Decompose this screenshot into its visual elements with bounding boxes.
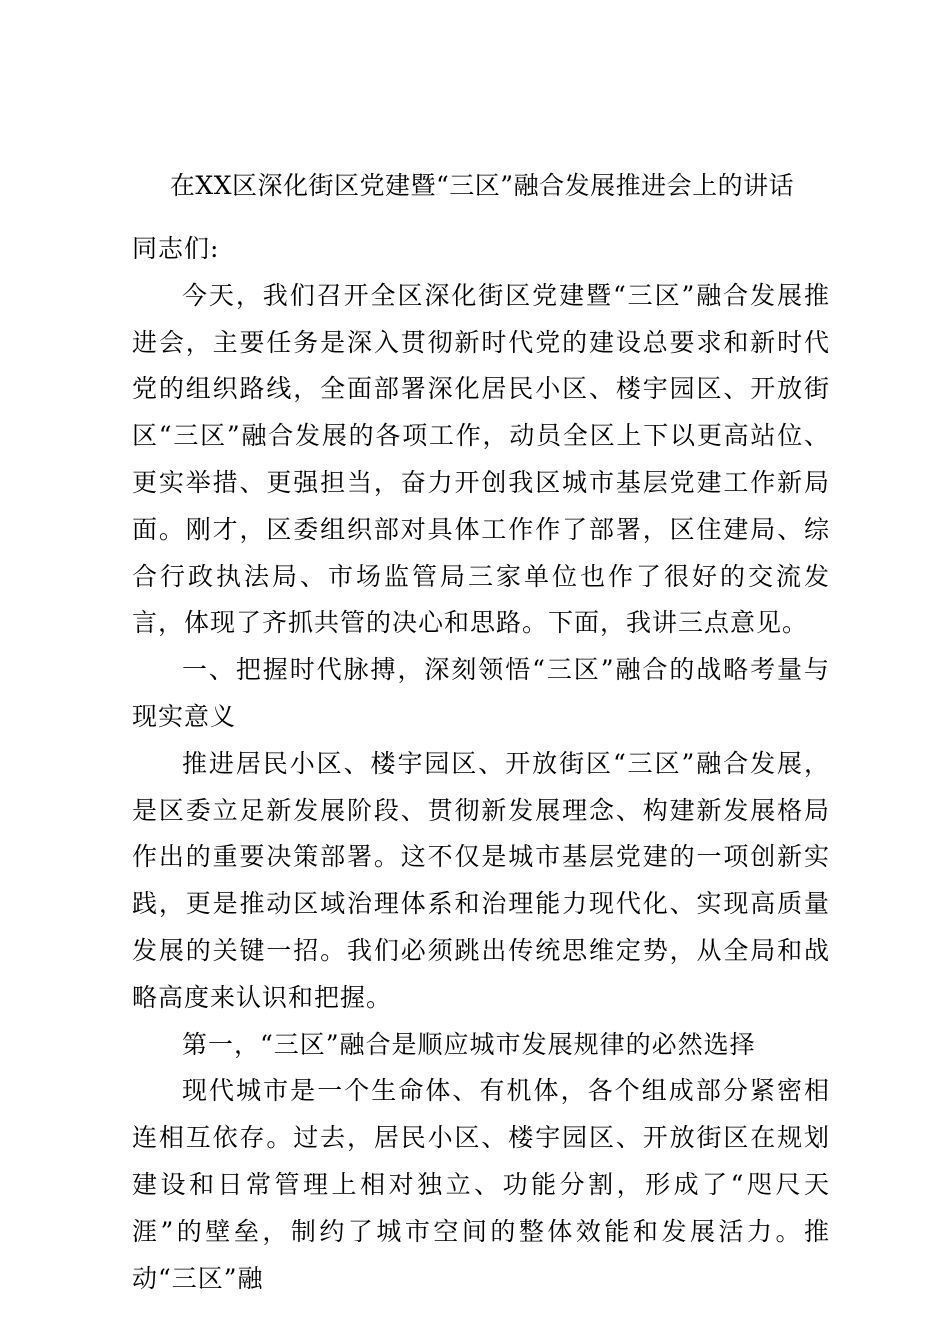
- paragraph-opening: 今天，我们召开全区深化街区党建暨“三区”融合发展推进会，主要任务是深入贯彻新时代党的建设总要求和新时代党的组织路线，全面部署深化居民小区、楼宇园区、开放街区“三区”融合发展的各项工作，动员全区上下以更高站位、更实举措、更强担当，奋力开创我区城市基层党建工作新局面。刚才，区委组织部对具体工作作了部署，区住建局、综合行政执法局、市场监管局三家单位也作了很好的交流发言，体现了齐抓共管的决心和思路。下面，我讲三点意见。: [132, 280, 830, 638]
- document-title: 在XX区深化街区党建暨“三区”融合发展推进会上的讲话: [169, 171, 795, 200]
- paragraph-first-body: 现代城市是一个生命体、有机体，各个组成部分紧密相连相互依存。过去，居民小区、楼宇园区、开放街区在规划建设和日常管理上相对独立、功能分割，形成了“咫尺天涯”的壁垒，制约了城市空间的整体效能和发展活力。推动“三区”融: [132, 1076, 830, 1293]
- section-heading-1: 一、把握时代脉搏，深刻领悟“三区”融合的战略考量与现实意义: [132, 655, 830, 731]
- document-body: [132, 226, 830, 1302]
- salutation: 同志们:: [132, 234, 220, 263]
- subheading-first: 第一，“三区”融合是顺应城市发展规律的必然选择: [182, 1029, 756, 1059]
- paragraph-section-1-intro: 推进居民小区、楼宇园区、开放街区“三区”融合发展，是区委立足新发展阶段、贯彻新发展理念、构建新发展格局作出的重要决策部署。这不仅是城市基层党建的一项创新实践，更是推动区域治理体系和治理能力现代化、实现高质量发展的关键一招。我们必须跳出传统思维定势，从全局和战略高度来认识和把握。: [132, 748, 830, 1012]
